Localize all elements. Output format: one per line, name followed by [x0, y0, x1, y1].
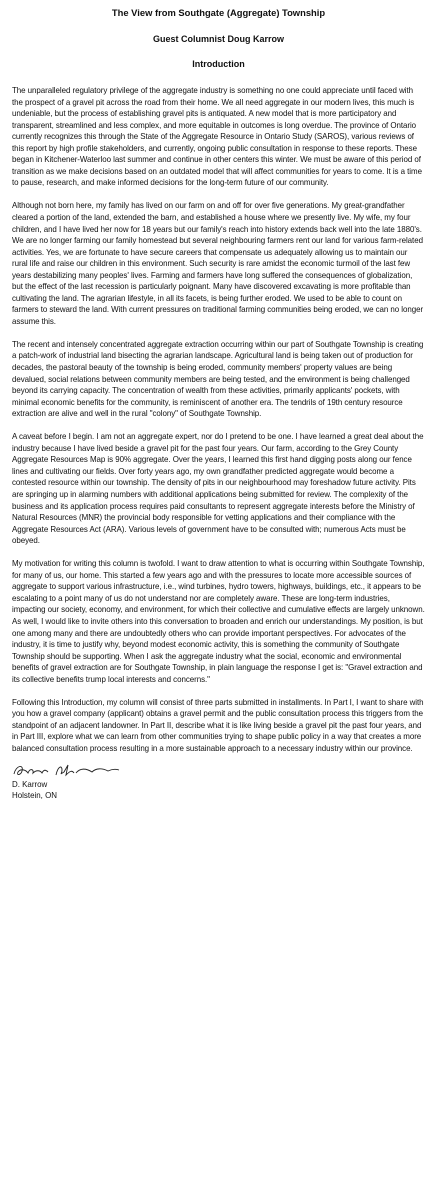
section-heading: Introduction	[192, 59, 245, 69]
byline: Guest Columnist Doug Karrow	[152, 34, 284, 44]
signature-scribble	[12, 762, 122, 779]
paragraph: Although not born here, my family has lived on our farm on and off for over five generations. My great-grandfather cleared a portion of the land, extended the barn, and established a house where we presently live. My wife, my four children, and I have lived her now for 18 years but our family's reach into history extends back well into the late 1880's. We are no longer farming our family homestead but several neighbouring farmers rent our land for various farm-related activities. Yes, we are fortunate to have secure careers that compensate us adequately allowing us to maintain our rural life and raise our children in this environment. Such security is rare amidst the economic turmoil of the last few years destabilizing many peoples' lives. Farming and farmers have long suffered the consequences of globalization, but the effect of the last recession is particularly poignant. Many have discovered excavating is more profitable than cultivating the land. The agrarian lifestyle, in all its facets, is being further eroded. We used to be able to count on farmers to steward the land. With current pressures on traditional farming communities being eroded, we can no longer assume this.	[12, 201, 424, 326]
document-title: The View from Southgate (Aggregate) Township	[111, 7, 326, 18]
signature-name: D. Karrow	[12, 780, 48, 790]
signature-location: Holstein, ON	[12, 791, 57, 801]
article-body	[12, 85, 425, 754]
paragraph: A caveat before I begin. I am not an aggregate expert, nor do I pretend to be one. I have learned a great deal about the industry because I have lived beside a gravel pit for the past four years. Our farm, according to the Grey County Aggregate Resources Map is 90% aggregate. Over the years, I learned this first hand digging posts along our fence lines and cultivating our fields. Over forty years ago, my own grandfather predicted aggregate would become a contested resource within our township. The density of pits in our neighbourhood may foreshadow future activity. Pits are springing up in alarming numbers with additional applications being submitted for review. The complexity of the business and its application process requires paid consultants to represent aggregate interests before the Ministry of Natural Resources (MNR) the provincial body responsible for vetting applications and their compliance with the Aggregate Resources Act (ARA). Various levels of government have to be consulted with; numerous Acts must be obeyed.	[12, 432, 424, 546]
paragraph: The recent and intensely concentrated aggregate extraction occurring within our part of Southgate Township is creating a patch-work of industrial land bisecting the agrarian landscape. Agricultural land is being taken out of production for decades, the pastoral beauty of the township is being eroded, community members' property values are being devalued, social relations between community members are being tested, and the environment is being challenged beyond its carrying capacity. The concentration of wealth from these activities, primarily applicants' pockets, with minimal economic benefits for the community, is reminiscent of another era. The tendrils of 19th century resource extraction are alive and well in the rural "colony" of Southgate Township.	[12, 339, 424, 419]
paragraph: The unparalleled regulatory privilege of the aggregate industry is something no one could appreciate until faced with the prospect of a gravel pit across the road from their home. We all need aggregate in our modern lives, this much is undeniable, but the process of establishing gravel pits is antiquated. A new model that is more participatory and transparent, streamlined and less complex, and more equitable in outcomes is long overdue. The province of Ontario currently recognizes this through the State of the Aggregate Resource in Ontario Study (SAROS), various reviews of this report by high profile stakeholders, and currently, ongoing public consultation in response to these reports. These began in Kitchener-Waterloo last summer and continue in other centers this winter. We must be aware of this period of transition as we make decisions based on an outdated model that will affect communities for years to come. It is a time to pause, research, and make informed decisions for the long-term future of our community.	[12, 86, 422, 188]
paragraph: Following this Introduction, my column will consist of three parts submitted in installments. In Part I, I want to share with you how a gravel company (applicant) obtains a gravel permit and the public consultation process this triggers from the standpoint of an adjacent landowner. In Part II, describe what it is like living beside a gravel pit the past four years, and in Part III, explore what we can learn from other communities trying to shape public policy in a way that creates a more balanced consultation process resulting in a more sustainable approach to a necessary industry within our province.	[12, 697, 424, 753]
signature-block	[12, 779, 425, 801]
paragraph: My motivation for writing this column is twofold. I want to draw attention to what is occurring within Southgate Township, for many of us, our home. This started a few years ago and with the pressures to locate more accessible sources of aggregate to support various infrastructure, i.e., wind turbines, hydro towers, highways, buildings, etc., it appears to be escalating to a point many of us do not understand nor are completely aware. These are long-term industries, impacting our society, economy, and environment, for which their collective and cumulative effects are largely unknown. As well, I would like to invite others into this conversation to broaden and enrich our understandings. My position, is but one among many and there are undoubtedly others who can provide important perspectives. For advocates of the industry, it is time to justify why, beyond modest economic activity, this is something the community of Southgate Township should be supporting. When I ask the aggregate industry what the social, economic and environmental benefits of gravel extraction are for Southgate Township, in plain language the response I get is: "Gravel extraction and its collective benefits trump local interests and concerns."	[12, 559, 425, 684]
handwritten-signature	[12, 762, 425, 779]
